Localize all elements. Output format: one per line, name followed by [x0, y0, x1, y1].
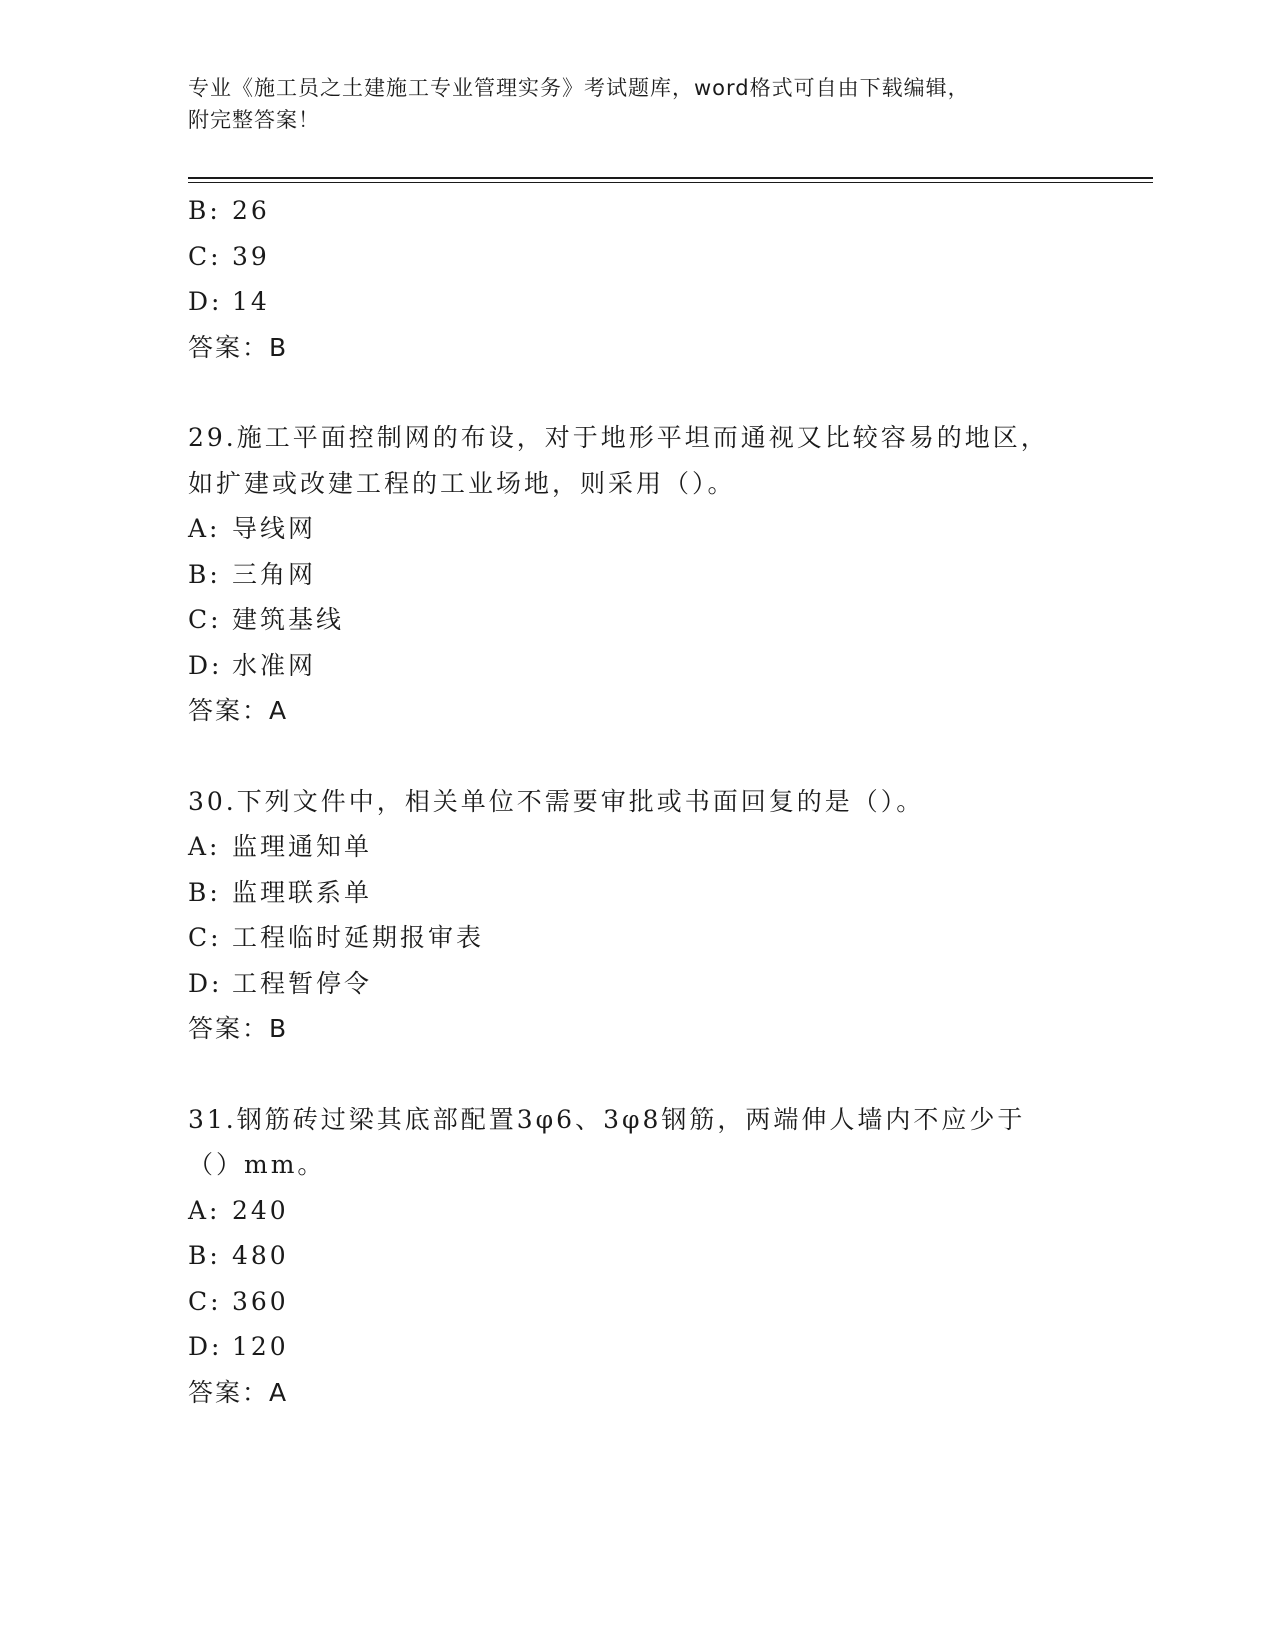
option-text: 水准网 — [232, 650, 317, 680]
option-d — [188, 643, 1153, 689]
header-line-2: 附完整答案！ — [188, 108, 320, 132]
option-label: D: — [188, 287, 223, 316]
spacer — [188, 734, 1153, 779]
question-28-continued — [188, 188, 1153, 370]
option-text: 26 — [232, 196, 270, 225]
option-d — [188, 279, 1153, 325]
question-stem-line-1: 29.施工平面控制网的布设，对于地形平坦而通视又比较容易的地区， — [188, 423, 1049, 452]
option-d — [188, 961, 1153, 1007]
option-label: B: — [188, 1241, 221, 1270]
option-label: B: — [188, 877, 221, 907]
option-text: 14 — [232, 287, 270, 316]
option-label: A: — [188, 1195, 221, 1225]
option-a — [188, 824, 1153, 870]
option-label: B: — [188, 196, 221, 225]
question-31 — [188, 1097, 1153, 1416]
option-text: 240 — [232, 1195, 289, 1225]
option-text: 360 — [232, 1286, 289, 1316]
option-c — [188, 915, 1153, 961]
option-label: A: — [188, 514, 221, 543]
option-c — [188, 234, 1153, 280]
option-label: C: — [188, 1286, 222, 1316]
option-label: D: — [188, 1332, 223, 1361]
question-list — [188, 188, 1153, 1415]
spacer — [188, 1052, 1153, 1097]
option-text: 建筑基线 — [232, 605, 345, 634]
option-text: 导线网 — [232, 514, 317, 543]
option-b — [188, 870, 1153, 916]
question-stem-line-2: （）mm。 — [188, 1150, 326, 1179]
option-text: 三角网 — [232, 559, 317, 589]
answer: 答案：A — [188, 1377, 289, 1407]
answer: 答案：B — [188, 332, 289, 362]
answer: 答案：A — [188, 696, 289, 725]
option-a — [188, 506, 1153, 552]
document-header — [188, 72, 1068, 136]
option-a — [188, 1188, 1153, 1234]
spacer — [188, 370, 1153, 415]
option-label: C: — [188, 923, 222, 952]
option-text: 480 — [232, 1241, 289, 1270]
header-divider — [188, 177, 1153, 183]
option-text: 120 — [232, 1332, 289, 1361]
question-29 — [188, 415, 1153, 734]
option-b — [188, 188, 1153, 234]
option-label: D: — [188, 650, 223, 680]
header-line-1: 专业《施工员之土建施工专业管理实务》考试题库，word格式可自由下载编辑， — [188, 76, 970, 100]
option-c — [188, 1279, 1153, 1325]
option-text: 工程临时延期报审表 — [232, 923, 485, 952]
option-c — [188, 597, 1153, 643]
option-label: B: — [188, 559, 221, 589]
question-stem-line-1: 30.下列文件中，相关单位不需要审批或书面回复的是（）。 — [188, 786, 925, 816]
option-label: C: — [188, 241, 222, 271]
question-stem-line-2: 如扩建或改建工程的工业场地，则采用（）。 — [188, 468, 736, 498]
option-d — [188, 1324, 1153, 1370]
answer: 答案：B — [188, 1014, 289, 1043]
option-text: 工程暂停令 — [232, 968, 373, 998]
option-b — [188, 1233, 1153, 1279]
option-text: 监理通知单 — [232, 832, 373, 861]
option-label: C: — [188, 605, 222, 634]
question-stem-line-1: 31.钢筋砖过梁其底部配置3φ6、3φ8钢筋，两端伸人墙内不应少于 — [188, 1104, 1026, 1134]
option-text: 监理联系单 — [232, 877, 373, 907]
option-b — [188, 552, 1153, 598]
option-label: A: — [188, 832, 221, 861]
option-label: D: — [188, 968, 223, 998]
question-30 — [188, 779, 1153, 1052]
option-text: 39 — [232, 241, 270, 271]
